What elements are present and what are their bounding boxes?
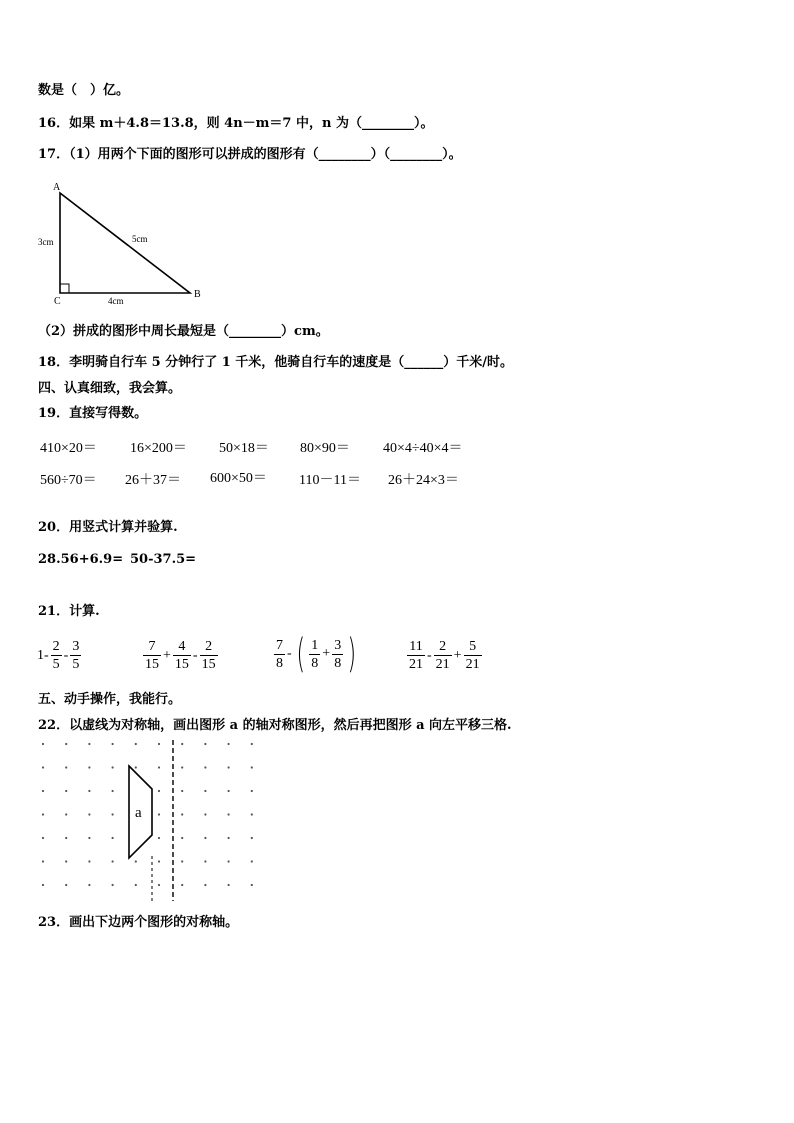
grid-dot: [204, 837, 206, 839]
side-ab-label: 5cm: [132, 234, 148, 244]
q19-expr: 80×90＝: [300, 441, 350, 456]
question-23: 23．画出下边两个图形的对称轴。: [38, 915, 239, 930]
grid-dot: [88, 743, 90, 745]
grid-dot: [112, 813, 114, 815]
q21-expr-4: $\frac{11}{21}$ - $\frac{2}{21}$ + $\frac{5}{21}$: [409, 639, 480, 672]
q21-expr-3: $\frac{7}{8}$ - ( $\frac{1}{8}$ + $\frac{3}{8}$ ): [276, 631, 357, 677]
grid-dot: [204, 860, 206, 862]
q19-expr: 26＋24×3＝: [388, 473, 459, 488]
q19-expr: 50×18＝: [219, 441, 269, 456]
grid-dot: [181, 813, 183, 815]
question-18: 18．李明骑自行车 5 分钟行了 1 千米，他骑自行车的速度是（______）千米/时。: [38, 355, 514, 370]
grid-dot: [251, 837, 253, 839]
question-17-part2: （2）拼成的图形中周长最短是（________）cm。: [38, 324, 329, 339]
grid-dot: [228, 790, 230, 792]
question-22: 22．以虚线为对称轴，画出图形 a 的轴对称图形，然后再把图形 a 向左平移三格.: [38, 718, 512, 733]
grid-dot: [204, 790, 206, 792]
section-4-heading: 四、认真细致，我会算。: [38, 381, 182, 396]
grid-dot: [65, 860, 67, 862]
shape-a-label: a: [135, 805, 142, 821]
grid-dot: [88, 813, 90, 815]
question-19: 19．直接写得数。: [38, 406, 148, 421]
side-ac-label: 3cm: [38, 237, 54, 247]
q19-expr: 110－11＝: [299, 473, 361, 488]
vertex-a-label: A: [53, 182, 61, 193]
grid-dot: [135, 860, 137, 862]
vertex-c-label: C: [54, 296, 61, 307]
grid-dot: [65, 790, 67, 792]
grid-dot: [65, 743, 67, 745]
grid-dot: [112, 884, 114, 886]
question-16: 16．如果 m＋4.8＝13.8，则 4n－m＝7 中，n 为（________）。: [38, 116, 434, 131]
grid-dot: [228, 766, 230, 768]
grid-dot: [251, 766, 253, 768]
grid-dot: [42, 813, 44, 815]
grid-dot: [135, 884, 137, 886]
grid-dot: [42, 766, 44, 768]
grid-dot: [135, 743, 137, 745]
grid-dot: [158, 884, 160, 886]
section-5-heading: 五、动手操作，我能行。: [38, 692, 182, 707]
grid-dot: [204, 743, 206, 745]
grid-dot: [88, 860, 90, 862]
q20-expr-a: 28.56+6.9=: [38, 552, 124, 567]
grid-dot: [88, 790, 90, 792]
q21-expr-2: $\frac{7}{15}$ + $\frac{4}{15}$ - $\frac{2}{15}$: [145, 639, 216, 672]
grid-dot: [88, 884, 90, 886]
q21-expr-1: 1- $\frac{2}{5}$ - $\frac{3}{5}$: [37, 639, 80, 672]
grid-dot: [65, 766, 67, 768]
grid-dot: [65, 837, 67, 839]
grid-dot: [181, 860, 183, 862]
grid-dot: [88, 837, 90, 839]
grid-dot: [251, 743, 253, 745]
grid-dot: [181, 766, 183, 768]
grid-dot: [181, 743, 183, 745]
grid-dot: [228, 884, 230, 886]
grid-dot: [251, 790, 253, 792]
grid-dot: [42, 860, 44, 862]
grid-dot: [158, 766, 160, 768]
grid-dot: [42, 790, 44, 792]
grid-dot: [158, 813, 160, 815]
dot-grid-figure: [36, 738, 276, 903]
grid-dot: [112, 766, 114, 768]
q20-expr-b: 50-37.5=: [130, 552, 197, 567]
grid-dot: [65, 884, 67, 886]
grid-dot: [251, 884, 253, 886]
q19-expr: 600×50＝: [210, 471, 267, 486]
grid-dot: [42, 884, 44, 886]
grid-dot: [158, 837, 160, 839]
vertex-b-label: B: [194, 289, 201, 300]
grid-dot: [88, 766, 90, 768]
grid-dot: [135, 766, 137, 768]
grid-dot: [228, 813, 230, 815]
q19-expr: 40×4÷40×4＝: [383, 441, 463, 456]
side-cb-label: 4cm: [108, 296, 124, 306]
q19-expr: 560÷70＝: [40, 473, 97, 488]
grid-dot: [251, 860, 253, 862]
grid-dot: [112, 790, 114, 792]
grid-dot: [204, 766, 206, 768]
q19-expr: 410×20＝: [40, 441, 97, 456]
grid-dot: [181, 884, 183, 886]
grid-dot: [42, 743, 44, 745]
grid-dot: [112, 860, 114, 862]
grid-dot: [65, 813, 67, 815]
grid-dot: [181, 790, 183, 792]
grid-dot: [251, 813, 253, 815]
grid-dot: [112, 743, 114, 745]
grid-dot: [158, 790, 160, 792]
q15-tail: 数是（ ）亿。: [38, 83, 130, 98]
grid-dot: [158, 860, 160, 862]
question-21: 21．计算.: [38, 604, 100, 619]
grid-dot: [228, 860, 230, 862]
question-20: 20．用竖式计算并验算.: [38, 520, 178, 535]
q19-expr: 26＋37＝: [125, 473, 181, 488]
right-triangle-figure: [30, 178, 210, 308]
q19-expr: 16×200＝: [130, 441, 187, 456]
grid-dot: [42, 837, 44, 839]
grid-dot: [228, 837, 230, 839]
grid-dot: [204, 884, 206, 886]
grid-dot: [158, 743, 160, 745]
question-17-part1: 17．（1）用两个下面的图形可以拼成的图形有（________）（________）。: [38, 147, 462, 162]
grid-dot: [228, 743, 230, 745]
grid-dot: [181, 837, 183, 839]
grid-dot: [204, 813, 206, 815]
grid-dot: [112, 837, 114, 839]
